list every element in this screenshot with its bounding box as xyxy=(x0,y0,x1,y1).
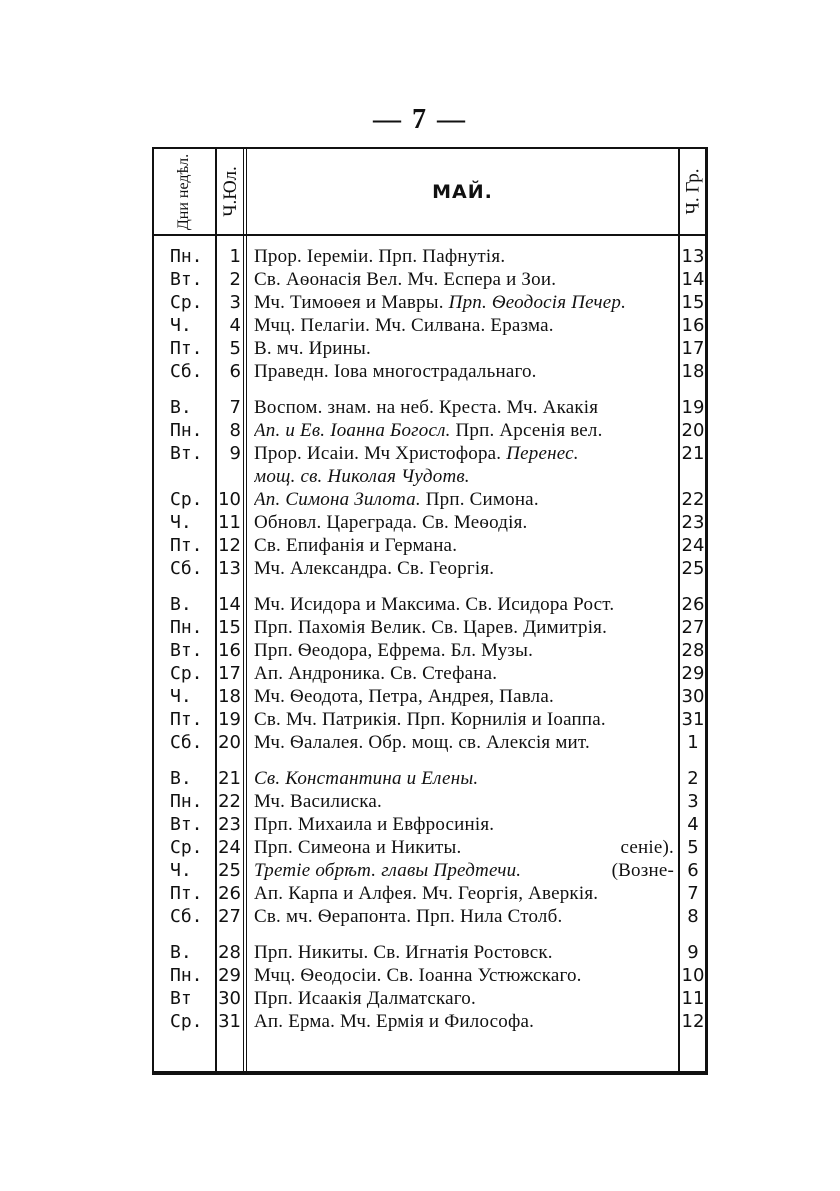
weekday-cell: Пн. xyxy=(170,965,203,986)
saints-text-italic: Св. Константина и Елены. xyxy=(254,768,479,789)
header-julian-date xyxy=(215,149,245,234)
saints-text: Прп. Никиты. Св. Игнатія Ростовск. xyxy=(254,942,553,963)
saints-text: Прп. Ѳеодора, Ефрема. Бл. Музы. xyxy=(254,640,534,661)
page-number: — 7 — xyxy=(373,104,467,135)
saints-text: Св. мч. Ѳерапонта. Прп. Нила Столб. xyxy=(254,906,563,927)
gregorian-date-cell: 26 xyxy=(681,594,705,615)
saints-text: В. мч. Ирины. xyxy=(254,338,371,359)
weekday-cell: Пн. xyxy=(170,246,203,267)
weekday-cell: Ч. xyxy=(170,686,192,707)
saints-cell xyxy=(254,987,674,1010)
gregorian-date-cell: 31 xyxy=(681,709,705,730)
julian-date-cell: 6 xyxy=(229,361,241,382)
table-row xyxy=(154,685,706,708)
julian-date-cell: 17 xyxy=(218,663,241,684)
saints-cell xyxy=(254,314,674,337)
gregorian-date-cell: 6 xyxy=(687,860,699,881)
saints-cell xyxy=(254,767,674,790)
table-row xyxy=(154,360,706,383)
saints-text-overflow: сеніе). xyxy=(620,837,674,858)
gregorian-date-cell: 1 xyxy=(687,732,699,753)
gregorian-date-cell: 21 xyxy=(681,443,705,464)
julian-date-cell: 19 xyxy=(218,709,241,730)
saints-text: Прп. Арсенія вел. xyxy=(450,420,603,441)
weekday-cell: Пт. xyxy=(170,709,203,730)
gregorian-date-cell: 9 xyxy=(687,942,699,963)
gregorian-date-cell: 25 xyxy=(681,558,705,579)
table-row xyxy=(154,511,706,534)
table-row xyxy=(154,488,706,511)
calendar-table xyxy=(152,147,708,1075)
table-row xyxy=(154,964,706,987)
julian-date-cell: 5 xyxy=(229,338,241,359)
weekday-cell: Пн. xyxy=(170,791,203,812)
saints-text: Ап. Карпа и Алфея. Мч. Георгія, Аверкія. xyxy=(254,883,599,904)
julian-date-cell: 25 xyxy=(218,860,241,881)
weekday-cell: Ср. xyxy=(170,1011,203,1032)
weekday-cell: В. xyxy=(170,942,192,963)
saints-text-italic: Третіе обрѣт. главы Предтечи. xyxy=(254,860,522,881)
gregorian-date-cell: 23 xyxy=(681,512,705,533)
table-row xyxy=(154,593,706,616)
weekday-cell: В. xyxy=(170,768,192,789)
saints-cell xyxy=(254,442,674,465)
table-row xyxy=(154,465,706,488)
saints-text: Св. Аѳонасія Вел. Мч. Еспера и Зои. xyxy=(254,269,557,290)
weekday-cell: Вт. xyxy=(170,814,203,835)
saints-cell xyxy=(254,708,674,731)
julian-date-cell: 12 xyxy=(218,535,241,556)
saints-cell xyxy=(254,419,674,442)
saints-text: Прор. Іереміи. Прп. Пафнутія. xyxy=(254,246,506,267)
gregorian-date-cell: 11 xyxy=(681,988,705,1009)
gregorian-date-cell: 13 xyxy=(681,246,705,267)
julian-date-cell: 20 xyxy=(218,732,241,753)
julian-date-cell: 1 xyxy=(229,246,241,267)
table-row xyxy=(154,767,706,790)
saints-text: Ап. Ерма. Мч. Ермія и Философа. xyxy=(254,1011,535,1032)
table-row xyxy=(154,534,706,557)
header-days-label: Дни недѣл. xyxy=(175,153,193,230)
julian-date-cell: 29 xyxy=(218,965,241,986)
calendar-rows xyxy=(154,245,706,1033)
saints-text-italic: Прп. Ѳеодосія Печер. xyxy=(448,292,627,313)
saints-text: Прп. Исаакія Далматскаго. xyxy=(254,988,476,1009)
saints-cell xyxy=(254,245,674,268)
saints-text: Мч. Василиска. xyxy=(254,791,382,812)
saints-text-overflow: (Возне- xyxy=(611,860,674,881)
saints-cell xyxy=(254,465,674,488)
gregorian-date-cell: 12 xyxy=(681,1011,705,1032)
saints-text: Обновл. Цареграда. Св. Меѳодія. xyxy=(254,512,528,533)
saints-cell xyxy=(254,905,674,928)
saints-cell xyxy=(254,360,674,383)
gregorian-date-cell: 15 xyxy=(681,292,705,313)
weekday-cell: В. xyxy=(170,594,192,615)
gregorian-date-cell: 28 xyxy=(681,640,705,661)
julian-date-cell: 4 xyxy=(229,315,241,336)
saints-cell xyxy=(254,731,674,754)
gregorian-date-cell: 4 xyxy=(687,814,699,835)
julian-date-cell: 9 xyxy=(229,443,241,464)
gregorian-date-cell: 18 xyxy=(681,361,705,382)
table-row xyxy=(154,662,706,685)
saints-text: Мчц. Ѳеодосіи. Св. Іоанна Устюжскаго. xyxy=(254,965,582,986)
saints-cell xyxy=(254,557,674,580)
saints-text: Мч. Ѳалалея. Обр. мощ. св. Алексія мит. xyxy=(254,732,590,753)
header-month: МАЙ. xyxy=(432,180,493,203)
julian-date-cell: 23 xyxy=(218,814,241,835)
weekday-cell: Вт. xyxy=(170,269,203,290)
saints-text: Прп. Михаила и Евфросинія. xyxy=(254,814,495,835)
weekday-cell: Сб. xyxy=(170,558,203,579)
weekday-cell: Ч. xyxy=(170,860,192,881)
table-row xyxy=(154,442,706,465)
saints-text-italic: мощ. св. Николая Чудотв. xyxy=(254,466,470,487)
table-row xyxy=(154,268,706,291)
julian-date-cell: 22 xyxy=(218,791,241,812)
saints-cell xyxy=(254,662,674,685)
weekday-cell: Вт. xyxy=(170,443,203,464)
saints-cell xyxy=(254,511,674,534)
table-row xyxy=(154,245,706,268)
table-row xyxy=(154,291,706,314)
saints-cell xyxy=(254,882,674,905)
table-row xyxy=(154,859,706,882)
saints-cell xyxy=(254,488,674,511)
header-julian-label: Ч.Юл. xyxy=(219,166,241,217)
saints-cell xyxy=(254,813,674,836)
header-gregorian-label: Ч. Гр. xyxy=(682,168,704,215)
table-row xyxy=(154,639,706,662)
table-row xyxy=(154,941,706,964)
table-row xyxy=(154,836,706,859)
saints-cell xyxy=(254,859,674,882)
julian-date-cell: 3 xyxy=(229,292,241,313)
saints-cell xyxy=(254,790,674,813)
saints-text: Прор. Исаіи. Мч Христофора. xyxy=(254,443,507,464)
table-row xyxy=(154,905,706,928)
gregorian-date-cell: 5 xyxy=(687,837,699,858)
saints-cell xyxy=(254,1010,674,1033)
weekday-cell: Ср. xyxy=(170,663,203,684)
saints-text: Мч. Тимоѳея и Мавры. xyxy=(254,292,449,313)
julian-date-cell: 28 xyxy=(218,942,241,963)
table-row xyxy=(154,1010,706,1033)
julian-date-cell: 30 xyxy=(218,988,241,1009)
saints-cell xyxy=(254,534,674,557)
table-row xyxy=(154,731,706,754)
julian-date-cell: 11 xyxy=(218,512,241,533)
weekday-cell: Пн. xyxy=(170,617,203,638)
julian-date-cell: 2 xyxy=(229,269,241,290)
julian-date-cell: 16 xyxy=(218,640,241,661)
julian-date-cell: 7 xyxy=(229,397,241,418)
saints-text: Мч. Александра. Св. Георгія. xyxy=(254,558,495,579)
saints-text: Праведн. Іова многострадальнаго. xyxy=(254,361,537,382)
saints-cell xyxy=(254,964,674,987)
julian-date-cell: 10 xyxy=(218,489,241,510)
julian-date-cell: 27 xyxy=(218,906,241,927)
saints-cell xyxy=(254,396,674,419)
table-row xyxy=(154,419,706,442)
julian-date-cell: 13 xyxy=(218,558,241,579)
gregorian-date-cell: 2 xyxy=(687,768,699,789)
julian-date-cell: 14 xyxy=(218,594,241,615)
saints-cell xyxy=(254,268,674,291)
saints-text: Воспом. знам. на неб. Креста. Мч. Акакія xyxy=(254,397,599,418)
table-row xyxy=(154,557,706,580)
saints-cell xyxy=(254,291,674,314)
gregorian-date-cell: 30 xyxy=(681,686,705,707)
weekday-cell: Ч. xyxy=(170,315,192,336)
gregorian-date-cell: 24 xyxy=(681,535,705,556)
table-row xyxy=(154,708,706,731)
julian-date-cell: 18 xyxy=(218,686,241,707)
weekday-cell: Ср. xyxy=(170,489,203,510)
gregorian-date-cell: 7 xyxy=(687,883,699,904)
weekday-cell: Ср. xyxy=(170,292,203,313)
table-row xyxy=(154,314,706,337)
table-row xyxy=(154,882,706,905)
saints-cell xyxy=(254,941,674,964)
saints-cell xyxy=(254,639,674,662)
header-divider xyxy=(154,234,705,236)
table-row xyxy=(154,396,706,419)
weekday-cell: Сб. xyxy=(170,361,203,382)
saints-text-italic: Ап. и Ев. Іоанна Богосл. xyxy=(254,420,451,441)
saints-text: Мч. Исидора и Максима. Св. Исидора Рост. xyxy=(254,594,615,615)
gregorian-date-cell: 17 xyxy=(681,338,705,359)
weekday-cell: Пн. xyxy=(170,420,203,441)
julian-date-cell: 24 xyxy=(218,837,241,858)
gregorian-date-cell: 20 xyxy=(681,420,705,441)
julian-date-cell: 21 xyxy=(218,768,241,789)
saints-text: Прп. Симона. xyxy=(420,489,539,510)
saints-cell xyxy=(254,685,674,708)
gregorian-date-cell: 19 xyxy=(681,397,705,418)
saints-text: Прп. Пахомія Велик. Св. Царев. Димитрія. xyxy=(254,617,608,638)
weekday-cell: Вт xyxy=(170,988,192,1009)
weekday-cell: Пт. xyxy=(170,535,203,556)
saints-text: Мч. Ѳеодота, Петра, Андрея, Павла. xyxy=(254,686,554,707)
weekday-cell: Ч. xyxy=(170,512,192,533)
saints-cell xyxy=(254,836,674,859)
gregorian-date-cell: 8 xyxy=(687,906,699,927)
julian-date-cell: 15 xyxy=(218,617,241,638)
saints-text: Св. Епифанія и Германа. xyxy=(254,535,458,556)
table-row xyxy=(154,790,706,813)
gregorian-date-cell: 22 xyxy=(681,489,705,510)
saints-text: Прп. Симеона и Никиты. xyxy=(254,837,462,858)
table-row xyxy=(154,337,706,360)
weekday-cell: Сб. xyxy=(170,906,203,927)
julian-date-cell: 31 xyxy=(218,1011,241,1032)
gregorian-date-cell: 29 xyxy=(681,663,705,684)
table-row xyxy=(154,813,706,836)
saints-text-italic: Ап. Симона Зилота. xyxy=(254,489,421,510)
saints-cell xyxy=(254,616,674,639)
julian-date-cell: 26 xyxy=(218,883,241,904)
saints-cell xyxy=(254,337,674,360)
weekday-cell: В. xyxy=(170,397,192,418)
table-row xyxy=(154,616,706,639)
header-days-of-week xyxy=(154,149,215,234)
saints-text: Мчц. Пелагіи. Мч. Силвана. Еразма. xyxy=(254,315,554,336)
saints-text-italic: Перенес. xyxy=(506,443,579,464)
weekday-cell: Пт. xyxy=(170,883,203,904)
gregorian-date-cell: 10 xyxy=(681,965,705,986)
header-gregorian-date xyxy=(678,149,708,234)
weekday-cell: Сб. xyxy=(170,732,203,753)
weekday-cell: Ср. xyxy=(170,837,203,858)
saints-text: Св. Мч. Патрикія. Прп. Корнилія и Іоаппа. xyxy=(254,709,606,730)
weekday-cell: Вт. xyxy=(170,640,203,661)
gregorian-date-cell: 3 xyxy=(687,791,699,812)
gregorian-date-cell: 27 xyxy=(681,617,705,638)
table-row xyxy=(154,987,706,1010)
saints-text: Ап. Андроника. Св. Стефана. xyxy=(254,663,498,684)
gregorian-date-cell: 16 xyxy=(681,315,705,336)
julian-date-cell: 8 xyxy=(229,420,241,441)
saints-cell xyxy=(254,593,674,616)
gregorian-date-cell: 14 xyxy=(681,269,705,290)
weekday-cell: Пт. xyxy=(170,338,203,359)
